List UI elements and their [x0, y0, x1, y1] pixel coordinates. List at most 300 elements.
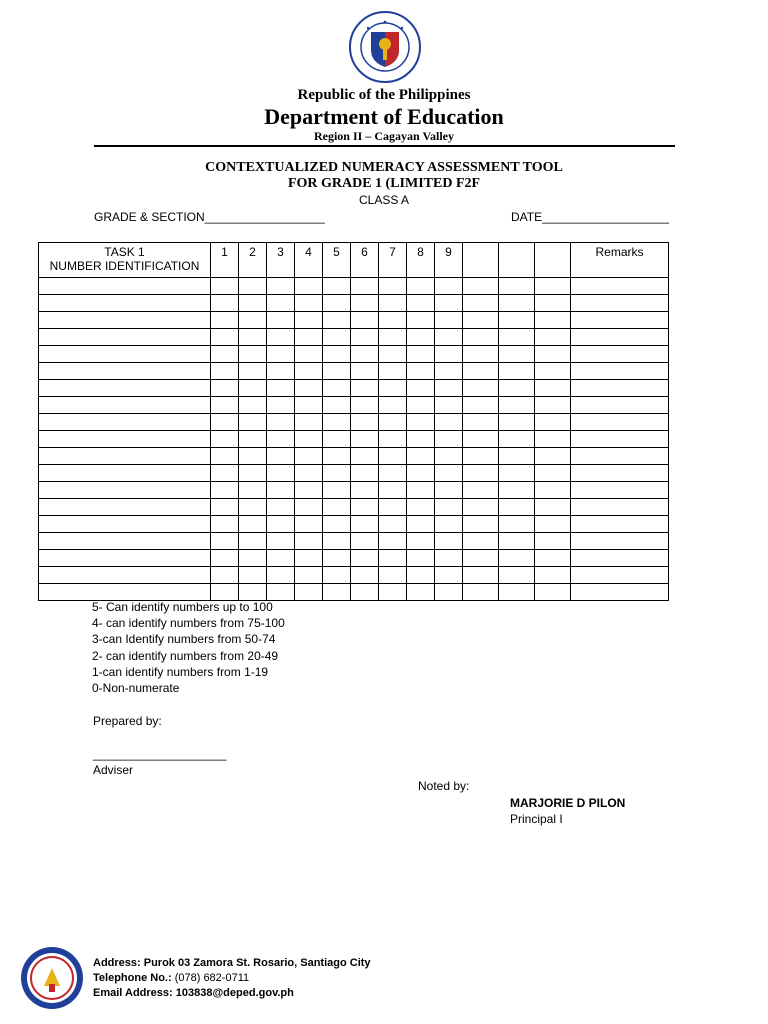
table-cell — [435, 312, 463, 329]
table-cell — [571, 312, 669, 329]
table-cell — [435, 329, 463, 346]
table-row — [39, 312, 669, 329]
table-cell — [39, 516, 211, 533]
table-cell — [407, 312, 435, 329]
table-cell — [267, 380, 295, 397]
footer-address — [93, 957, 371, 969]
table-row — [39, 499, 669, 516]
table-cell — [351, 329, 379, 346]
table-cell — [267, 329, 295, 346]
table-cell — [407, 380, 435, 397]
table-cell — [351, 414, 379, 431]
table-cell — [435, 278, 463, 295]
table-cell — [39, 363, 211, 380]
table-cell — [323, 533, 351, 550]
table-cell — [571, 465, 669, 482]
table-cell — [351, 567, 379, 584]
table-cell — [351, 448, 379, 465]
table-cell — [571, 397, 669, 414]
table-cell — [295, 380, 323, 397]
table-cell — [239, 312, 267, 329]
table-cell — [463, 380, 499, 397]
table-cell — [239, 278, 267, 295]
table-cell — [239, 550, 267, 567]
table-cell — [463, 329, 499, 346]
table-cell — [239, 431, 267, 448]
table-cell — [435, 346, 463, 363]
table-cell — [499, 312, 535, 329]
table-row — [39, 533, 669, 550]
address-label: Address: — [93, 957, 141, 969]
table-cell — [211, 516, 239, 533]
principal-title: Principal I — [510, 812, 563, 826]
table-cell — [435, 397, 463, 414]
table-cell — [39, 448, 211, 465]
table-cell — [435, 295, 463, 312]
table-cell — [267, 533, 295, 550]
table-cell — [499, 278, 535, 295]
table-cell — [571, 448, 669, 465]
table-cell — [435, 363, 463, 380]
table-cell — [379, 465, 407, 482]
department-heading: Department of Education — [264, 104, 504, 129]
table-cell — [379, 482, 407, 499]
table-cell — [435, 499, 463, 516]
table-cell — [239, 584, 267, 601]
table-cell — [499, 516, 535, 533]
table-cell — [351, 533, 379, 550]
telephone-label: Telephone No.: — [93, 972, 172, 984]
table-cell — [267, 295, 295, 312]
legend-item: 5- Can identify numbers up to 100 — [92, 600, 273, 614]
table-row — [39, 414, 669, 431]
table-cell — [435, 516, 463, 533]
table-cell — [267, 431, 295, 448]
table-cell — [211, 567, 239, 584]
table-cell — [351, 295, 379, 312]
table-cell — [379, 278, 407, 295]
column-header-blank — [463, 243, 499, 278]
table-cell — [39, 465, 211, 482]
region-heading: Region II – Cagayan Valley — [313, 129, 455, 143]
table-cell — [407, 397, 435, 414]
table-cell — [267, 448, 295, 465]
table-cell — [407, 567, 435, 584]
table-cell — [379, 448, 407, 465]
email-value: 103838@deped.gov.ph — [175, 987, 294, 999]
column-header: 5 — [323, 243, 351, 278]
table-cell — [295, 431, 323, 448]
table-row — [39, 567, 669, 584]
table-cell — [39, 329, 211, 346]
table-cell — [295, 516, 323, 533]
table-cell — [295, 312, 323, 329]
table-cell — [571, 431, 669, 448]
table-cell — [351, 482, 379, 499]
task-subtitle: NUMBER IDENTIFICATION — [49, 259, 200, 273]
table-cell — [39, 431, 211, 448]
form-title-line1: CONTEXTUALIZED NUMERACY ASSESSMENT TOOL — [205, 160, 563, 175]
table-cell — [351, 550, 379, 567]
table-row — [39, 550, 669, 567]
table-cell — [499, 397, 535, 414]
table-cell — [39, 397, 211, 414]
table-cell — [295, 550, 323, 567]
table-cell — [407, 346, 435, 363]
legend-item: 3-can Identify numbers from 50-74 — [92, 632, 276, 647]
table-cell — [351, 363, 379, 380]
legend-item: 4- can identify numbers from 75-100 — [92, 616, 285, 631]
table-cell — [295, 465, 323, 482]
table-cell — [295, 346, 323, 363]
table-cell — [323, 329, 351, 346]
table-cell — [351, 346, 379, 363]
table-row — [39, 465, 669, 482]
table-cell — [295, 397, 323, 414]
table-cell — [323, 516, 351, 533]
table-cell — [379, 346, 407, 363]
column-header: 6 — [351, 243, 379, 278]
table-cell — [435, 482, 463, 499]
table-cell — [463, 431, 499, 448]
table-cell — [463, 312, 499, 329]
table-cell — [39, 312, 211, 329]
table-cell — [351, 431, 379, 448]
table-cell — [267, 482, 295, 499]
table-cell — [267, 363, 295, 380]
table-row — [39, 295, 669, 312]
table-cell — [351, 465, 379, 482]
table-cell — [407, 465, 435, 482]
assessment-table — [38, 242, 669, 601]
table-cell — [379, 380, 407, 397]
table-cell — [463, 414, 499, 431]
table-cell — [407, 414, 435, 431]
table-cell — [463, 465, 499, 482]
table-cell — [239, 567, 267, 584]
table-cell — [407, 329, 435, 346]
column-header: 7 — [379, 243, 407, 278]
table-cell — [499, 329, 535, 346]
table-cell — [239, 482, 267, 499]
rating-legend — [92, 599, 285, 696]
table-row — [39, 397, 669, 414]
table-cell — [407, 482, 435, 499]
table-cell — [211, 431, 239, 448]
principal-name: MARJORIE D PILON — [510, 796, 626, 810]
table-cell — [379, 516, 407, 533]
table-cell — [463, 278, 499, 295]
table-row — [39, 380, 669, 397]
table-cell — [267, 465, 295, 482]
table-cell — [535, 312, 571, 329]
table-cell — [379, 414, 407, 431]
table-cell — [239, 397, 267, 414]
table-cell — [211, 312, 239, 329]
table-cell — [407, 363, 435, 380]
table-cell — [295, 278, 323, 295]
table-cell — [351, 278, 379, 295]
table-cell — [535, 482, 571, 499]
table-cell — [499, 363, 535, 380]
table-cell — [379, 533, 407, 550]
table-cell — [267, 397, 295, 414]
table-cell — [323, 499, 351, 516]
table-cell — [295, 482, 323, 499]
header-divider — [94, 145, 675, 147]
table-cell — [499, 431, 535, 448]
table-cell — [379, 363, 407, 380]
table-cell — [267, 516, 295, 533]
table-cell — [499, 533, 535, 550]
table-cell — [295, 448, 323, 465]
table-cell — [267, 414, 295, 431]
table-row — [39, 278, 669, 295]
table-cell — [323, 584, 351, 601]
table-cell — [571, 499, 669, 516]
table-cell — [295, 295, 323, 312]
table-cell — [211, 346, 239, 363]
table-cell — [351, 380, 379, 397]
table-cell — [379, 397, 407, 414]
prepared-by-label: Prepared by: — [93, 714, 162, 728]
table-cell — [211, 414, 239, 431]
table-cell — [379, 567, 407, 584]
table-cell — [435, 465, 463, 482]
table-cell — [463, 550, 499, 567]
table-cell — [239, 363, 267, 380]
table-cell — [407, 533, 435, 550]
table-cell — [379, 312, 407, 329]
table-cell — [323, 448, 351, 465]
table-cell — [39, 482, 211, 499]
table-cell — [239, 465, 267, 482]
table-cell — [435, 533, 463, 550]
task-header-cell — [39, 243, 211, 278]
table-cell — [211, 448, 239, 465]
column-header: 2 — [239, 243, 267, 278]
table-cell — [323, 431, 351, 448]
table-cell — [39, 346, 211, 363]
table-cell — [267, 584, 295, 601]
table-cell — [535, 465, 571, 482]
table-cell — [239, 380, 267, 397]
table-cell — [535, 414, 571, 431]
column-header-blank — [535, 243, 571, 278]
table-cell — [571, 363, 669, 380]
table-cell — [267, 550, 295, 567]
table-cell — [323, 414, 351, 431]
table-cell — [535, 448, 571, 465]
remarks-header: Remarks — [571, 243, 669, 278]
table-cell — [407, 584, 435, 601]
table-cell — [39, 533, 211, 550]
table-cell — [267, 567, 295, 584]
footer-email — [93, 987, 294, 999]
table-cell — [407, 295, 435, 312]
table-cell — [323, 482, 351, 499]
table-cell — [39, 550, 211, 567]
legend-item: 2- can identify numbers from 20-49 — [92, 648, 279, 663]
adviser-label: Adviser — [93, 763, 134, 777]
table-cell — [39, 584, 211, 601]
address-value: Purok 03 Zamora St. Rosario, Santiago City — [143, 957, 371, 969]
table-cell — [211, 278, 239, 295]
table-cell — [535, 295, 571, 312]
table-cell — [499, 482, 535, 499]
table-cell — [571, 380, 669, 397]
table-cell — [211, 465, 239, 482]
table-cell — [295, 584, 323, 601]
table-cell — [379, 431, 407, 448]
table-cell — [499, 346, 535, 363]
table-cell — [379, 295, 407, 312]
table-cell — [571, 346, 669, 363]
table-row — [39, 516, 669, 533]
table-cell — [571, 295, 669, 312]
table-cell — [351, 312, 379, 329]
table-cell — [463, 567, 499, 584]
table-cell — [435, 414, 463, 431]
table-cell — [323, 397, 351, 414]
table-cell — [535, 550, 571, 567]
table-cell — [295, 363, 323, 380]
table-cell — [295, 499, 323, 516]
table-cell — [407, 448, 435, 465]
table-cell — [351, 516, 379, 533]
table-cell — [239, 448, 267, 465]
table-cell — [211, 380, 239, 397]
table-cell — [267, 278, 295, 295]
table-cell — [499, 584, 535, 601]
table-cell — [571, 414, 669, 431]
table-cell — [535, 363, 571, 380]
footer-telephone — [93, 972, 249, 984]
table-cell — [323, 363, 351, 380]
table-row — [39, 448, 669, 465]
column-header: 4 — [295, 243, 323, 278]
table-cell — [435, 431, 463, 448]
table-cell — [571, 533, 669, 550]
table-cell — [211, 397, 239, 414]
table-cell — [323, 567, 351, 584]
table-cell — [239, 346, 267, 363]
table-cell — [571, 516, 669, 533]
table-cell — [463, 584, 499, 601]
table-cell — [463, 363, 499, 380]
table-cell — [267, 312, 295, 329]
table-cell — [295, 567, 323, 584]
table-cell — [535, 499, 571, 516]
table-cell — [463, 397, 499, 414]
legend-item: 1-can identify numbers from 1-19 — [92, 664, 269, 679]
table-cell — [39, 414, 211, 431]
table-cell — [535, 278, 571, 295]
table-cell — [499, 567, 535, 584]
table-cell — [535, 329, 571, 346]
table-row — [39, 584, 669, 601]
column-header: 9 — [435, 243, 463, 278]
table-cell — [571, 584, 669, 601]
table-cell — [535, 584, 571, 601]
table-cell — [211, 295, 239, 312]
table-row — [39, 329, 669, 346]
table-cell — [571, 329, 669, 346]
table-cell — [435, 448, 463, 465]
republic-heading: Republic of the Philippines — [297, 87, 471, 103]
form-title-line2: FOR GRADE 1 (LIMITED F2F — [287, 176, 481, 191]
table-cell — [351, 499, 379, 516]
table-cell — [211, 584, 239, 601]
table-cell — [435, 550, 463, 567]
table-row — [39, 363, 669, 380]
table-cell — [499, 465, 535, 482]
table-cell — [295, 414, 323, 431]
table-cell — [239, 295, 267, 312]
table-cell — [239, 533, 267, 550]
table-cell — [407, 431, 435, 448]
table-cell — [499, 499, 535, 516]
table-cell — [499, 414, 535, 431]
table-cell — [323, 278, 351, 295]
table-cell — [295, 329, 323, 346]
table-cell — [463, 516, 499, 533]
noted-by-label: Noted by: — [418, 779, 470, 793]
table-header-row — [39, 243, 669, 278]
table-cell — [535, 380, 571, 397]
legend-item: 0-Non-numerate — [92, 681, 180, 696]
table-cell — [211, 363, 239, 380]
table-cell — [267, 346, 295, 363]
school-seal-logo — [20, 946, 84, 1010]
table-cell — [239, 516, 267, 533]
column-header: 1 — [211, 243, 239, 278]
table-cell — [435, 380, 463, 397]
table-cell — [571, 278, 669, 295]
table-cell — [379, 550, 407, 567]
table-cell — [463, 499, 499, 516]
table-cell — [499, 380, 535, 397]
table-cell — [435, 584, 463, 601]
table-cell — [535, 516, 571, 533]
table-cell — [39, 567, 211, 584]
table-cell — [571, 550, 669, 567]
table-cell — [323, 312, 351, 329]
column-header: 3 — [267, 243, 295, 278]
table-cell — [535, 567, 571, 584]
table-cell — [211, 499, 239, 516]
table-cell — [211, 329, 239, 346]
table-cell — [571, 567, 669, 584]
table-cell — [239, 329, 267, 346]
task-title: TASK 1 — [104, 245, 145, 259]
table-cell — [463, 482, 499, 499]
table-cell — [39, 380, 211, 397]
table-cell — [211, 550, 239, 567]
table-row — [39, 346, 669, 363]
table-cell — [535, 533, 571, 550]
table-cell — [323, 346, 351, 363]
table-cell — [463, 448, 499, 465]
table-cell — [435, 567, 463, 584]
table-cell — [379, 584, 407, 601]
table-cell — [535, 397, 571, 414]
table-cell — [463, 295, 499, 312]
table-cell — [323, 465, 351, 482]
signature-line: ____________________ — [93, 747, 227, 761]
table-row — [39, 482, 669, 499]
table-row — [39, 431, 669, 448]
